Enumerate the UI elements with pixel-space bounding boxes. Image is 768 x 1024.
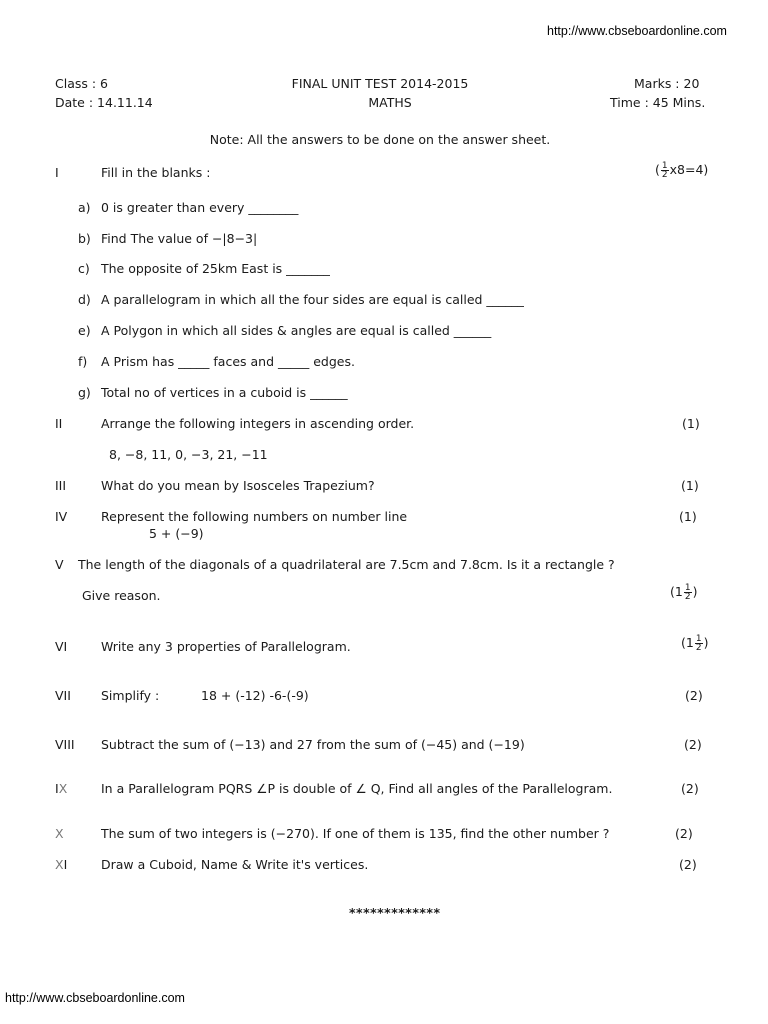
blank-label: g) [78, 385, 91, 400]
fraction-denominator: 2 [695, 643, 702, 653]
marks-whole: (1 [670, 584, 683, 599]
question-marks: (2) [675, 826, 693, 841]
fraction-numerator: 1 [661, 161, 668, 171]
blank-label: d) [78, 292, 91, 307]
question-marks: (1) [682, 416, 700, 431]
question-text: Write any 3 properties of Parallelogram. [101, 639, 351, 654]
test-title: FINAL UNIT TEST 2014-2015 [291, 76, 469, 91]
blank-text: Total no of vertices in a cuboid is ______ [101, 385, 348, 400]
question-number: X [55, 826, 64, 841]
question-number: III [55, 478, 67, 493]
question-text: Simplify : [101, 688, 160, 703]
question-text-continued: Give reason. [82, 588, 161, 603]
half-fraction [695, 635, 703, 652]
question-text: Draw a Cuboid, Name & Write it's vertices. [101, 857, 369, 872]
date-label: Date : 14.11.14 [55, 95, 153, 110]
question-number: IV [55, 509, 68, 524]
question-number [55, 781, 67, 796]
question-marks: (2) [684, 737, 702, 752]
number-line-expression: 5 + (−9) [149, 526, 204, 541]
fraction-numerator: 1 [684, 583, 691, 593]
blank-text: A Polygon in which all sides & angles are equal is called ______ [101, 323, 492, 338]
question-text: Arrange the following integers in ascending order. [101, 416, 415, 431]
question-number: V [55, 557, 64, 572]
blank-label: c) [78, 261, 90, 276]
question-marks: (2) [685, 688, 703, 703]
half-fraction [661, 162, 669, 179]
question-text: Represent the following numbers on number line [101, 509, 408, 524]
question-number: I [55, 165, 59, 180]
blank-text: Find The value of −|8−3| [101, 231, 258, 246]
blank-label: a) [78, 200, 91, 215]
fraction-numerator: 1 [695, 634, 702, 644]
question-number-part: X [58, 781, 68, 796]
marks-open: ( [655, 162, 660, 177]
blank-text: The opposite of 25km East is _______ [101, 261, 330, 276]
integer-list: 8, −8, 11, 0, −3, 21, −11 [109, 447, 268, 462]
question-number-part: I [63, 857, 68, 872]
question-text: In a Parallelogram PQRS ∠P is double of ∠ Q, Find all angles of the Parallelogram. [101, 781, 613, 796]
question-number: VIII [55, 737, 75, 752]
marks-whole: (1 [681, 635, 694, 650]
class-label: Class : 6 [55, 76, 108, 91]
blank-text: A parallelogram in which all the four sides are equal is called ______ [101, 292, 524, 307]
marks-label: Marks : 20 [634, 76, 700, 91]
question-marks: (2) [679, 857, 697, 872]
note-text: Note: All the answers to be done on the answer sheet. [209, 132, 551, 147]
question-number-part: I [55, 781, 59, 796]
header-url[interactable]: http://www.cbseboardonline.com [547, 24, 727, 38]
question-number: II [55, 416, 63, 431]
time-label: Time : 45 Mins. [610, 95, 706, 110]
question-marks [670, 584, 697, 601]
fraction-denominator: 2 [684, 592, 691, 602]
question-number-part: X [55, 857, 64, 872]
marks-close: ) [703, 635, 709, 650]
question-text: The length of the diagonals of a quadrilateral are 7.5cm and 7.8cm. Is it a rectangle ? [78, 557, 615, 572]
footer-url[interactable]: http://www.cbseboardonline.com [5, 991, 185, 1005]
end-of-paper-mark: ************* [349, 905, 441, 920]
question-number [55, 857, 67, 872]
blank-label: b) [78, 231, 91, 246]
question-text: Fill in the blanks : [101, 165, 211, 180]
fraction-denominator: 2 [661, 170, 668, 180]
subject-title: MATHS [368, 95, 412, 110]
question-number: VI [55, 639, 68, 654]
question-text: What do you mean by Isosceles Trapezium? [101, 478, 375, 493]
marks-rest: x8=4) [669, 162, 709, 177]
question-marks [681, 635, 708, 652]
question-number: VII [55, 688, 71, 703]
question-marks: (1) [681, 478, 699, 493]
question-text: The sum of two integers is (−270). If one of them is 135, find the other number ? [101, 826, 610, 841]
blank-label: e) [78, 323, 91, 338]
marks-close: ) [692, 584, 698, 599]
blank-label: f) [78, 354, 88, 369]
blank-text: A Prism has _____ faces and _____ edges. [101, 354, 355, 369]
question-marks: (2) [681, 781, 699, 796]
blank-text: 0 is greater than every ________ [101, 200, 299, 215]
question-marks: (1) [679, 509, 697, 524]
simplify-expression: 18 + (-12) -6-(-9) [201, 688, 309, 703]
question-marks [655, 162, 708, 179]
question-text: Subtract the sum of (−13) and 27 from the sum of (−45) and (−19) [101, 737, 525, 752]
half-fraction [684, 584, 692, 601]
